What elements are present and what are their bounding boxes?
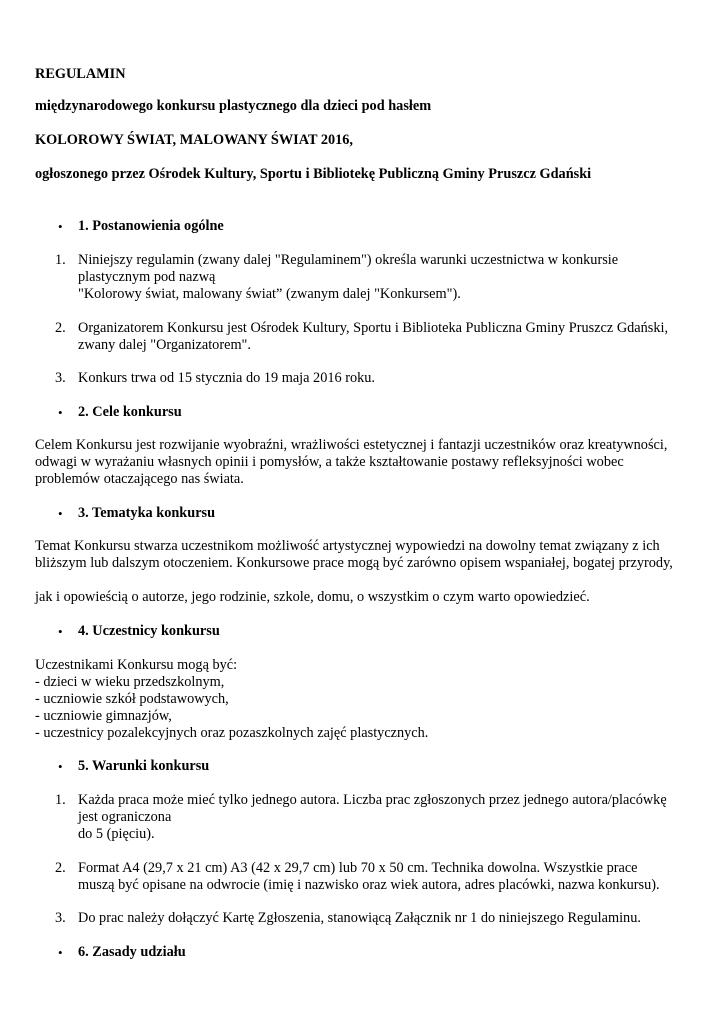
list-item-line: muszą być opisane na odwrocie (imię i nazwisko oraz wiek autora, adres placówki, nazwa konkursu). xyxy=(78,877,660,893)
bullet-icon: • xyxy=(58,219,63,234)
list-item-line: zwany dalej "Organizatorem". xyxy=(78,337,251,353)
list-item-line: jest ograniczona xyxy=(78,809,172,825)
section-heading-2: 2. Cele konkursu xyxy=(78,404,182,420)
list-number: 1. xyxy=(55,792,66,808)
paragraph-line: odwagi w wyrażaniu własnych opinii i pomysłów, a także kształtowanie postawy refleksyjności wobec xyxy=(35,454,624,470)
document-subtitle: międzynarodowego konkursu plastycznego dla dzieci pod hasłem xyxy=(35,98,432,114)
bullet-icon: • xyxy=(58,624,63,639)
list-item: - uczestnicy pozalekcyjnych oraz pozaszkolnych zajęć plastycznych. xyxy=(35,725,429,741)
paragraph-line: bliższym lub dalszym otoczeniem. Konkursowe prace mogą być zarówno opisem wspaniałej, bogatej przyrody, xyxy=(35,555,673,571)
list-number: 3. xyxy=(55,910,66,926)
organizer-line: ogłoszonego przez Ośrodek Kultury, Sportu i Bibliotekę Publiczną Gminy Pruszcz Gdański xyxy=(35,166,592,182)
list-item: - uczniowie gimnazjów, xyxy=(35,708,172,724)
section-heading-6: 6. Zasady udziału xyxy=(78,944,186,960)
contest-name: KOLOROWY ŚWIAT, MALOWANY ŚWIAT 2016, xyxy=(35,132,354,148)
list-item-line: Każda praca może mieć tylko jednego autora. Liczba prac zgłoszonych przez jednego autora/placówkę xyxy=(78,792,667,808)
list-number: 1. xyxy=(55,252,66,268)
list-number: 2. xyxy=(55,860,66,876)
paragraph-line: Uczestnikami Konkursu mogą być: xyxy=(35,657,238,673)
list-item-line: do 5 (pięciu). xyxy=(78,826,155,842)
section-heading-3: 3. Tematyka konkursu xyxy=(78,505,216,521)
list-item-line: plastycznym pod nazwą xyxy=(78,269,216,285)
list-item-line: Format A4 (29,7 x 21 cm) A3 (42 x 29,7 cm) lub 70 x 50 cm. Technika dowolna. Wszystkie prace xyxy=(78,860,638,876)
list-item: - dzieci w wieku przedszkolnym, xyxy=(35,674,225,690)
list-item: - uczniowie szkół podstawowych, xyxy=(35,691,229,707)
paragraph-line: problemów otaczającego nas świata. xyxy=(35,471,244,487)
section-heading-4: 4. Uczestnicy konkursu xyxy=(78,623,220,639)
paragraph-line: Temat Konkursu stwarza uczestnikom możliwość artystycznej wypowiedzi na dowolny temat związany z ich xyxy=(35,538,660,554)
section-heading-5: 5. Warunki konkursu xyxy=(78,758,210,774)
list-item-line: Do prac należy dołączyć Kartę Zgłoszenia, stanowiącą Załącznik nr 1 do niniejszego Regulaminu. xyxy=(78,910,641,926)
list-number: 3. xyxy=(55,370,66,386)
list-item-line: Organizatorem Konkursu jest Ośrodek Kultury, Sportu i Biblioteka Publiczna Gminy Pruszcz Gdański, xyxy=(78,320,669,336)
document-title: REGULAMIN xyxy=(35,66,126,82)
section-heading-1: 1. Postanowienia ogólne xyxy=(78,218,224,234)
bullet-icon: • xyxy=(58,405,63,420)
list-item-line: Konkurs trwa od 15 stycznia do 19 maja 2016 roku. xyxy=(78,370,376,386)
paragraph-line: Celem Konkursu jest rozwijanie wyobraźni, wrażliwości estetycznej i fantazji uczestników oraz kreatywności, xyxy=(35,437,668,453)
list-number: 2. xyxy=(55,320,66,336)
list-item-line: "Kolorowy świat, malowany świat” (zwanym dalej "Konkursem"). xyxy=(78,286,461,302)
list-item-line: Niniejszy regulamin (zwany dalej "Regulaminem") określa warunki uczestnictwa w konkursie xyxy=(78,252,619,268)
bullet-icon: • xyxy=(58,759,63,774)
bullet-icon: • xyxy=(58,506,63,521)
bullet-icon: • xyxy=(58,945,63,960)
paragraph-line: jak i opowieścią o autorze, jego rodzinie, szkole, domu, o wszystkim o czym warto opowiedzieć. xyxy=(35,589,590,605)
